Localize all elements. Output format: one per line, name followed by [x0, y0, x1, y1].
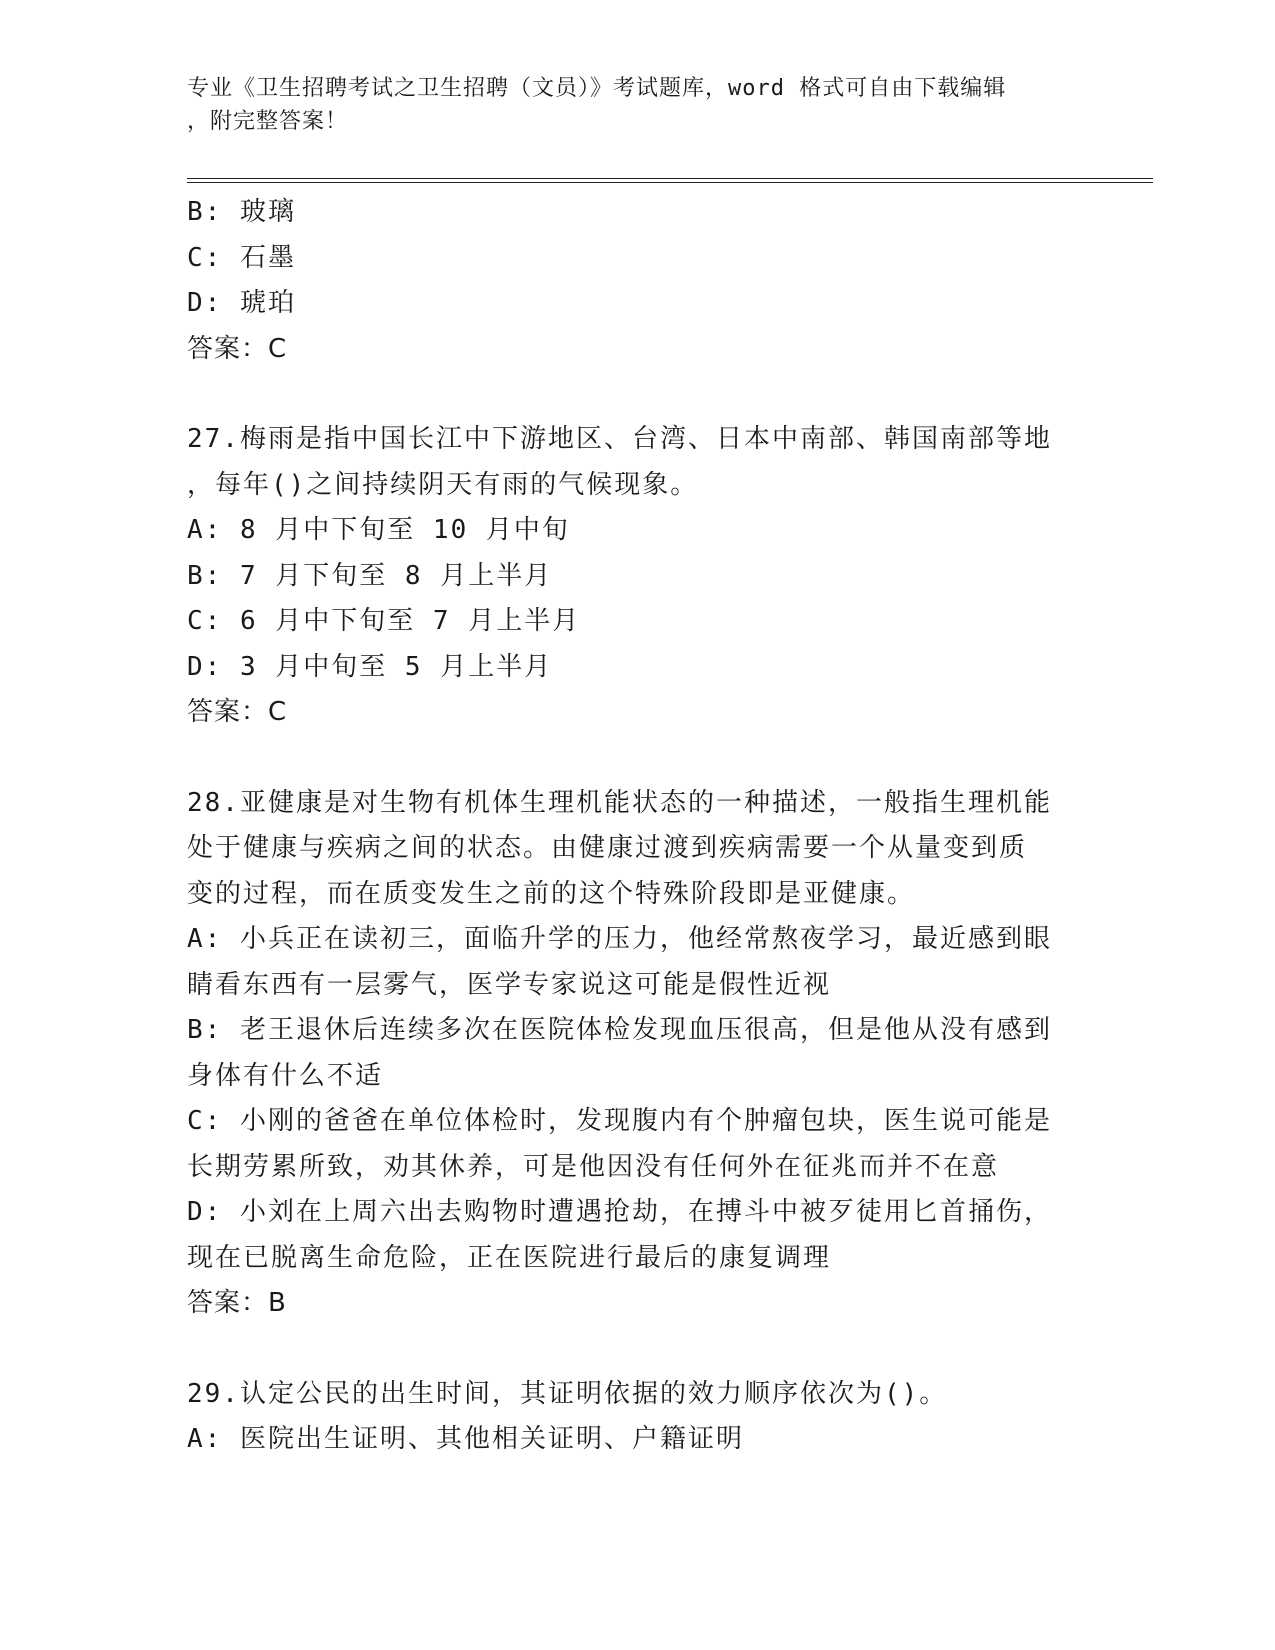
q28-option-d-line-2: 现在已脱离生命危险，正在医院进行最后的康复调理	[187, 1242, 832, 1273]
header-divider-top	[187, 178, 1153, 179]
q28-option-a-line-1: A: 小兵正在读初三，面临升学的压力，他经常熬夜学习，最近感到眼	[187, 924, 1052, 954]
document-body	[187, 190, 1087, 1463]
q28-option-c-line-1: C: 小刚的爸爸在单位体检时，发现腹内有个肿瘤包块，医生说可能是	[187, 1106, 1052, 1136]
q26-option-d: D: 琥珀	[187, 288, 296, 318]
question-gap	[187, 1327, 1087, 1372]
q26-option-c: C: 石墨	[187, 242, 296, 273]
q27-option-a: A: 8 月中下旬至 10 月中旬	[187, 515, 570, 545]
q27-stem-line-1: 27.梅雨是指中国长江中下游地区、台湾、日本中南部、韩国南部等地	[187, 424, 1052, 454]
q28-option-b-line-2: 身体有什么不适	[187, 1060, 384, 1091]
q28-stem-line-1: 28.亚健康是对生物有机体生理机能状态的一种描述，一般指生理机能	[187, 787, 1052, 818]
q28-stem-line-2: 处于健康与疾病之间的状态。由健康过渡到疾病需要一个从量变到质	[187, 833, 1028, 863]
header-divider-bottom	[187, 182, 1153, 183]
question-29	[187, 1372, 1087, 1463]
q27-stem-line-2: ，每年()之间持续阴天有雨的气候现象。	[187, 469, 699, 500]
q28-stem-line-3: 变的过程，而在质变发生之前的这个特殊阶段即是亚健康。	[187, 878, 916, 909]
question-gap	[187, 372, 1087, 417]
question-gap	[187, 736, 1087, 781]
q28-option-d-line-1: D: 小刘在上周六出去购物时遭遇抢劫，在搏斗中被歹徒用匕首捅伤，	[187, 1197, 1052, 1227]
question-28	[187, 781, 1087, 1327]
q29-stem-line-1: 29.认定公民的出生时间，其证明依据的效力顺序依次为()。	[187, 1378, 948, 1409]
q26-option-b: B: 玻璃	[187, 197, 296, 227]
q27-option-d: D: 3 月中旬至 5 月上半月	[187, 651, 553, 682]
document-header	[187, 72, 1087, 138]
q27-option-c: C: 6 月中下旬至 7 月上半月	[187, 606, 581, 636]
q28-option-c-line-2: 长期劳累所致，劝其休养，可是他因没有任何外在征兆而并不在意	[187, 1151, 1000, 1182]
q28-option-b-line-1: B: 老王退休后连续多次在医院体检发现血压很高，但是他从没有感到	[187, 1015, 1052, 1045]
q27-answer: 答案：C	[187, 697, 288, 727]
q28-option-a-line-2: 睛看东西有一层雾气，医学专家说这可能是假性近视	[187, 969, 832, 1000]
question-27	[187, 417, 1087, 736]
q28-answer: 答案：B	[187, 1288, 287, 1318]
question-26	[187, 190, 1087, 372]
header-line-1: 专业《卫生招聘考试之卫生招聘（文员）》考试题库，word 格式可自由下载编辑	[187, 76, 1007, 101]
q27-option-b: B: 7 月下旬至 8 月上半月	[187, 560, 553, 591]
header-line-2: ，附完整答案！	[187, 109, 349, 134]
q29-option-a: A: 医院出生证明、其他相关证明、户籍证明	[187, 1424, 744, 1454]
q26-answer: 答案：C	[187, 333, 288, 364]
